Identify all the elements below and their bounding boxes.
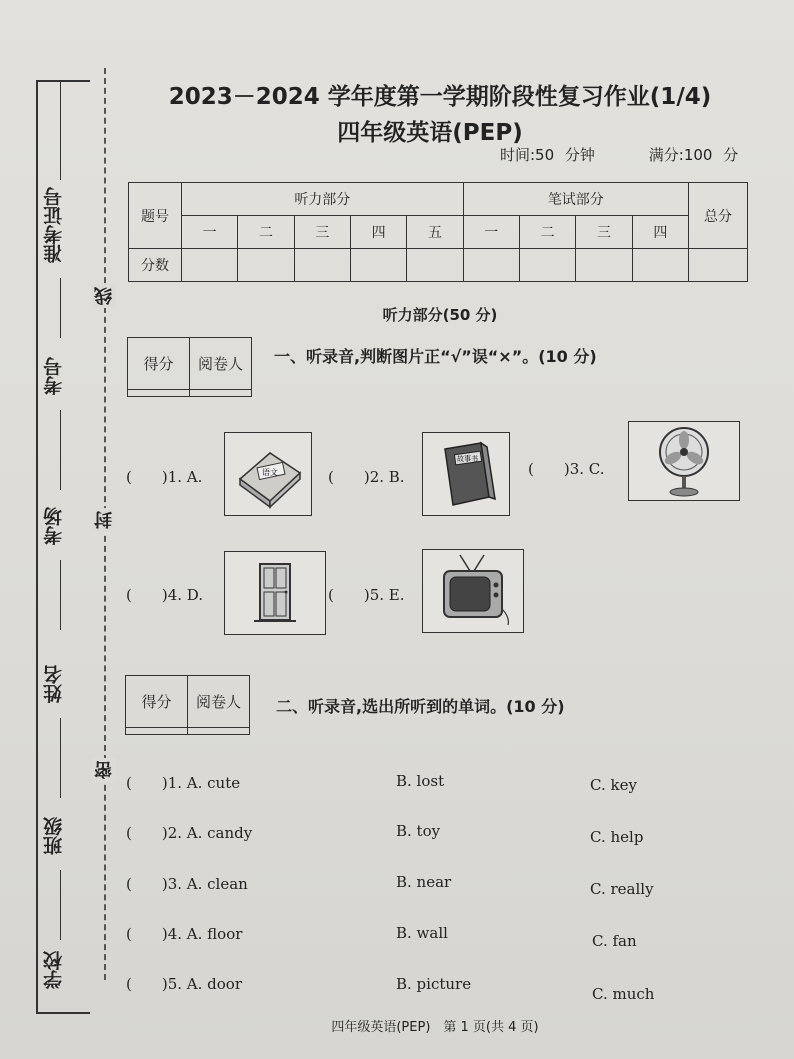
q1-heading: 一、听录音,判断图片正“√”误“×”。(10 分) bbox=[274, 347, 597, 366]
room-line bbox=[60, 410, 61, 490]
listening-col-2: 二 bbox=[238, 216, 294, 249]
score-cell[interactable] bbox=[294, 249, 350, 282]
story-book-icon bbox=[431, 439, 501, 509]
q2-row-5-option-b: B. picture bbox=[396, 975, 472, 993]
grader-score-label: 得分 bbox=[126, 676, 188, 728]
listening-col-4: 四 bbox=[350, 216, 406, 249]
score-cell[interactable] bbox=[632, 249, 688, 282]
q2-row-1-option-c: C. key bbox=[590, 776, 637, 794]
writing-col-2: 二 bbox=[519, 216, 575, 249]
class-line bbox=[60, 718, 61, 798]
name-label: 姓名 bbox=[43, 665, 65, 703]
question-number-label: 题号 bbox=[129, 183, 182, 249]
story-book-picture bbox=[422, 432, 510, 516]
q2-row-5-option-a: ( )5. A. door bbox=[126, 975, 242, 993]
score-row-label: 分数 bbox=[129, 249, 182, 282]
q2-row-4-option-a: ( )4. A. floor bbox=[126, 925, 243, 943]
exam-id-label: 准考证号 bbox=[43, 187, 65, 263]
grader-reviewer-label: 阅卷人 bbox=[188, 676, 250, 728]
grader-score-label: 得分 bbox=[128, 338, 190, 390]
page-footer: 四年级英语(PEP) 第 1 页(共 4 页) bbox=[331, 1020, 539, 1035]
full-score: 满分:100 分 bbox=[648, 146, 739, 164]
seat-no-label: 考号 bbox=[43, 357, 65, 395]
q2-row-3-option-b: B. near bbox=[396, 873, 452, 891]
school-line bbox=[60, 870, 61, 940]
exam-subtitle: 四年级英语(PEP) bbox=[337, 120, 523, 146]
q2-row-1-option-a: ( )1. A. cute bbox=[126, 774, 241, 792]
fan-picture bbox=[628, 421, 740, 501]
total-header: 总分 bbox=[689, 183, 748, 249]
score-cell[interactable] bbox=[238, 249, 294, 282]
cut-word-seal: 封 bbox=[92, 508, 116, 532]
score-cell[interactable] bbox=[182, 249, 238, 282]
grader-box-2 bbox=[125, 675, 250, 735]
writing-col-4: 四 bbox=[632, 216, 688, 249]
q2-row-2-option-b: B. toy bbox=[396, 822, 441, 840]
chinese-book-picture bbox=[224, 432, 312, 516]
school-label: 学校 bbox=[43, 951, 65, 989]
tv-icon bbox=[430, 553, 516, 629]
listening-col-5: 五 bbox=[407, 216, 463, 249]
door-picture bbox=[224, 551, 326, 635]
score-cell[interactable] bbox=[407, 249, 463, 282]
q2-row-3-option-a: ( )3. A. clean bbox=[126, 875, 248, 893]
q2-row-4-option-b: B. wall bbox=[396, 924, 448, 942]
total-score-cell[interactable] bbox=[689, 249, 748, 282]
room-label: 考场 bbox=[43, 507, 65, 545]
q2-heading: 二、听录音,选出所听到的单词。(10 分) bbox=[276, 697, 565, 716]
tv-picture bbox=[422, 549, 524, 633]
grader-reviewer-cell[interactable] bbox=[190, 390, 252, 397]
seat-no-line bbox=[60, 278, 61, 338]
score-cell[interactable] bbox=[576, 249, 632, 282]
q2-row-5-option-c: C. much bbox=[592, 985, 655, 1003]
grader-reviewer-label: 阅卷人 bbox=[190, 338, 252, 390]
class-label: 班级 bbox=[43, 817, 65, 855]
q1-item-2: ( )2. B. bbox=[328, 468, 405, 486]
listening-col-1: 一 bbox=[182, 216, 238, 249]
q1-item-1: ( )1. A. bbox=[126, 468, 203, 486]
cut-word-secret: 密 bbox=[92, 758, 116, 782]
writing-col-3: 三 bbox=[576, 216, 632, 249]
writing-header: 笔试部分 bbox=[463, 183, 688, 216]
listening-col-3: 三 bbox=[294, 216, 350, 249]
score-table bbox=[128, 182, 748, 282]
time-score-line bbox=[500, 144, 760, 165]
time-limit: 时间:50 分钟 bbox=[500, 146, 595, 164]
fan-icon bbox=[649, 424, 719, 498]
q2-row-3-option-c: C. really bbox=[590, 880, 654, 898]
grader-score-cell[interactable] bbox=[128, 390, 190, 397]
listening-header: 听力部分 bbox=[182, 183, 464, 216]
q1-item-3: ( )3. C. bbox=[528, 460, 605, 478]
book-icon bbox=[230, 439, 306, 509]
cut-word-line: 线 bbox=[92, 284, 116, 308]
score-cell[interactable] bbox=[463, 249, 519, 282]
book-label-chinese: 语文 bbox=[262, 468, 278, 477]
grader-reviewer-cell[interactable] bbox=[188, 728, 250, 735]
grader-score-cell[interactable] bbox=[126, 728, 188, 735]
q2-row-4-option-c: C. fan bbox=[592, 932, 637, 950]
door-icon bbox=[250, 560, 300, 626]
score-cell[interactable] bbox=[350, 249, 406, 282]
exam-title: 2023－2024 学年度第一学期阶段性复习作业(1/4) bbox=[168, 84, 712, 110]
q2-row-2-option-c: C. help bbox=[590, 828, 644, 846]
q1-item-5: ( )5. E. bbox=[328, 586, 405, 604]
q1-item-4: ( )4. D. bbox=[126, 586, 204, 604]
score-cell[interactable] bbox=[519, 249, 575, 282]
writing-col-1: 一 bbox=[463, 216, 519, 249]
name-line bbox=[60, 560, 61, 630]
q2-row-2-option-a: ( )2. A. candy bbox=[126, 824, 253, 842]
grader-box-1 bbox=[127, 337, 252, 397]
exam-id-line bbox=[60, 80, 61, 180]
book-label-story: 故事书 bbox=[457, 455, 478, 463]
listening-section-title: 听力部分(50 分) bbox=[382, 306, 498, 324]
q2-row-1-option-b: B. lost bbox=[396, 772, 445, 790]
